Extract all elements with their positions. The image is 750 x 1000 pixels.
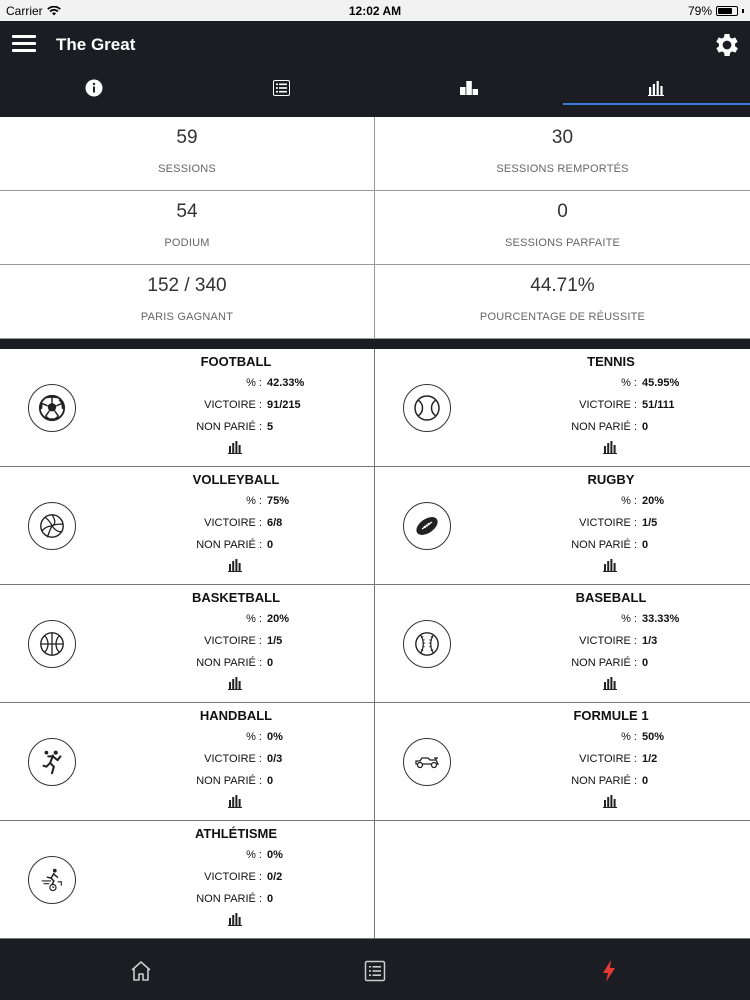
not-bet-row-value: 0: [267, 657, 274, 669]
list-icon: [273, 80, 290, 96]
sport-card-handball[interactable]: [0, 703, 375, 821]
pct-row-label: % :: [621, 613, 637, 625]
bar-chart-icon[interactable]: [603, 677, 617, 690]
tab-list[interactable]: [188, 69, 376, 107]
bar-chart-icon[interactable]: [228, 677, 242, 690]
victory-row-label: VICTOIRE :: [204, 871, 262, 883]
victory-row-label: VICTOIRE :: [579, 517, 637, 529]
sport-name: VOLLEYBALL: [192, 472, 280, 487]
sport-icon-frame: [403, 502, 451, 550]
tab-statistics[interactable]: [563, 69, 750, 107]
bar-chart-icon[interactable]: [603, 441, 617, 454]
handball-player-icon: [38, 748, 66, 776]
carrier-label: Carrier: [6, 4, 43, 18]
race-car-icon: [412, 747, 442, 777]
victory-row-label: VICTOIRE :: [579, 635, 637, 647]
sport-card-formule-1[interactable]: [375, 703, 750, 821]
victory-row-value: 51/111: [642, 399, 675, 411]
sport-icon-frame: [28, 502, 76, 550]
soccer-ball-icon: [38, 394, 66, 422]
sport-name: RUGBY: [587, 472, 635, 487]
victory-row-value: 1/2: [642, 753, 658, 765]
not-bet-row-label: NON PARIÉ :: [571, 421, 637, 433]
victory-row-label: VICTOIRE :: [579, 753, 637, 765]
sport-card-football[interactable]: [0, 349, 375, 467]
bar-chart-icon[interactable]: [603, 795, 617, 808]
athlete-icon: [38, 866, 66, 894]
victory-row-value: 1/5: [267, 635, 283, 647]
sport-icon-frame: [403, 384, 451, 432]
stat-label: PARIS GAGNANT: [140, 311, 234, 323]
sport-icon-frame: [28, 738, 76, 786]
stat-sessions-won: [375, 117, 750, 191]
sport-icon-frame: [28, 856, 76, 904]
not-bet-row-value: 0: [642, 539, 649, 551]
sport-icon-frame: [28, 384, 76, 432]
stat-sessions: [0, 117, 375, 191]
home-icon[interactable]: [129, 959, 153, 983]
victory-row-value: 91/215: [267, 399, 301, 411]
stat-value: 44.71%: [530, 275, 595, 296]
bar-chart-icon[interactable]: [228, 559, 242, 572]
list-icon[interactable]: [363, 959, 387, 983]
stat-perfect-sessions: [375, 191, 750, 265]
not-bet-row-value: 5: [267, 421, 274, 433]
sport-name: HANDBALL: [199, 708, 273, 723]
victory-row-value: 1/5: [642, 517, 658, 529]
battery-icon: [716, 6, 738, 16]
sports-grid: [0, 349, 750, 939]
bottom-tab-bar: [0, 939, 750, 1000]
battery-tip: [742, 9, 744, 13]
victory-row-value: 0/3: [267, 753, 283, 765]
sport-name: BASEBALL: [575, 590, 647, 605]
not-bet-row-label: NON PARIÉ :: [196, 421, 262, 433]
not-bet-row-label: NON PARIÉ :: [196, 657, 262, 669]
pct-row-value: 42.33%: [267, 377, 305, 389]
stat-value: 0: [557, 201, 568, 222]
tab-separator: [0, 107, 750, 117]
victory-row-value: 1/3: [642, 635, 658, 647]
stat-value: 30: [551, 127, 574, 148]
victory-row-label: VICTOIRE :: [204, 517, 262, 529]
not-bet-row-label: NON PARIÉ :: [196, 775, 262, 787]
stat-label: SESSIONS PARFAITE: [504, 237, 621, 249]
baseball-icon: [413, 630, 441, 658]
pct-row-label: % :: [246, 849, 262, 861]
tab-podium[interactable]: [375, 69, 563, 107]
sport-card-athl-tisme[interactable]: [0, 821, 375, 939]
gear-icon[interactable]: [712, 30, 742, 60]
sport-card-baseball[interactable]: [375, 585, 750, 703]
pct-row-value: 75%: [267, 495, 290, 507]
status-time: 12:02 AM: [348, 4, 402, 18]
volleyball-icon: [38, 512, 66, 540]
not-bet-row-value: 0: [642, 421, 649, 433]
pct-row-value: 0%: [267, 849, 283, 861]
tab-info[interactable]: [0, 69, 188, 107]
sport-card-rugby[interactable]: [375, 467, 750, 585]
sport-name: ATHLÉTISME: [194, 826, 278, 841]
stat-value: 59: [176, 127, 198, 148]
battery-indicator: [688, 4, 744, 18]
sport-card-tennis[interactable]: [375, 349, 750, 467]
not-bet-row-value: 0: [267, 893, 274, 905]
hamburger-menu-icon[interactable]: [12, 35, 36, 53]
bar-chart-icon[interactable]: [603, 559, 617, 572]
stat-label: SESSIONS REMPORTÉS: [496, 163, 629, 175]
battery-fill: [718, 8, 732, 14]
victory-row-label: VICTOIRE :: [579, 399, 637, 411]
stat-success-rate: [375, 265, 750, 339]
not-bet-row-value: 0: [267, 775, 274, 787]
victory-row-label: VICTOIRE :: [204, 399, 262, 411]
bar-chart-icon[interactable]: [228, 913, 242, 926]
battery-percent: 79%: [687, 4, 712, 18]
sport-name: FOOTBALL: [200, 354, 272, 369]
basketball-icon: [38, 630, 66, 658]
not-bet-row-value: 0: [642, 775, 649, 787]
sport-card-volleyball[interactable]: [0, 467, 375, 585]
pct-row-value: 20%: [267, 613, 290, 625]
stat-label: PODIUM: [164, 237, 210, 249]
victory-row-label: VICTOIRE :: [204, 635, 262, 647]
summary-stats: [0, 117, 750, 339]
sport-name: FORMULE 1: [573, 708, 649, 723]
pct-row-value: 20%: [642, 495, 665, 507]
rugby-ball-icon: [412, 511, 442, 541]
pct-row-value: 0%: [267, 731, 283, 743]
pct-row-label: % :: [246, 613, 262, 625]
bar-chart-icon[interactable]: [228, 441, 242, 454]
not-bet-row-label: NON PARIÉ :: [571, 539, 637, 551]
stat-value: 54: [176, 201, 198, 222]
victory-row-value: 0/2: [267, 871, 283, 883]
pct-row-label: % :: [621, 377, 637, 389]
stat-value: 152 / 340: [147, 275, 227, 296]
pct-row-value: 50%: [642, 731, 665, 743]
sport-name: TENNIS: [587, 354, 635, 369]
tab-bar: [0, 69, 750, 107]
nav-bar: [0, 21, 750, 69]
pct-row-label: % :: [246, 377, 262, 389]
stat-podium: [0, 191, 375, 265]
victory-row-label: VICTOIRE :: [204, 753, 262, 765]
sport-icon-frame: [403, 620, 451, 668]
sport-card-basketball[interactable]: [0, 585, 375, 703]
pct-row-label: % :: [621, 495, 637, 507]
podium-icon: [460, 81, 478, 95]
not-bet-row-value: 0: [267, 539, 274, 551]
victory-row-value: 6/8: [267, 517, 283, 529]
not-bet-row-label: NON PARIÉ :: [571, 657, 637, 669]
bar-chart-icon: [648, 81, 664, 96]
lightning-icon[interactable]: [597, 959, 621, 983]
pct-row-label: % :: [621, 731, 637, 743]
pct-row-label: % :: [246, 495, 262, 507]
sport-icon-frame: [28, 620, 76, 668]
stat-label: POURCENTAGE DE RÉUSSITE: [479, 311, 646, 323]
not-bet-row-label: NON PARIÉ :: [571, 775, 637, 787]
section-divider: [0, 339, 750, 349]
pct-row-value: 33.33%: [642, 613, 680, 625]
pct-row-value: 45.95%: [642, 377, 680, 389]
status-bar: [0, 0, 750, 21]
pct-row-label: % :: [246, 731, 262, 743]
not-bet-row-value: 0: [642, 657, 649, 669]
not-bet-row-label: NON PARIÉ :: [196, 539, 262, 551]
info-icon: [85, 79, 103, 97]
stat-label: SESSIONS: [158, 163, 216, 175]
bar-chart-icon[interactable]: [228, 795, 242, 808]
sport-icon-frame: [403, 738, 451, 786]
tennis-ball-icon: [412, 393, 442, 423]
not-bet-row-label: NON PARIÉ :: [196, 893, 262, 905]
sport-name: BASKETBALL: [191, 590, 281, 605]
stat-winning-bets: [0, 265, 375, 339]
page-title: The Great: [56, 35, 136, 54]
